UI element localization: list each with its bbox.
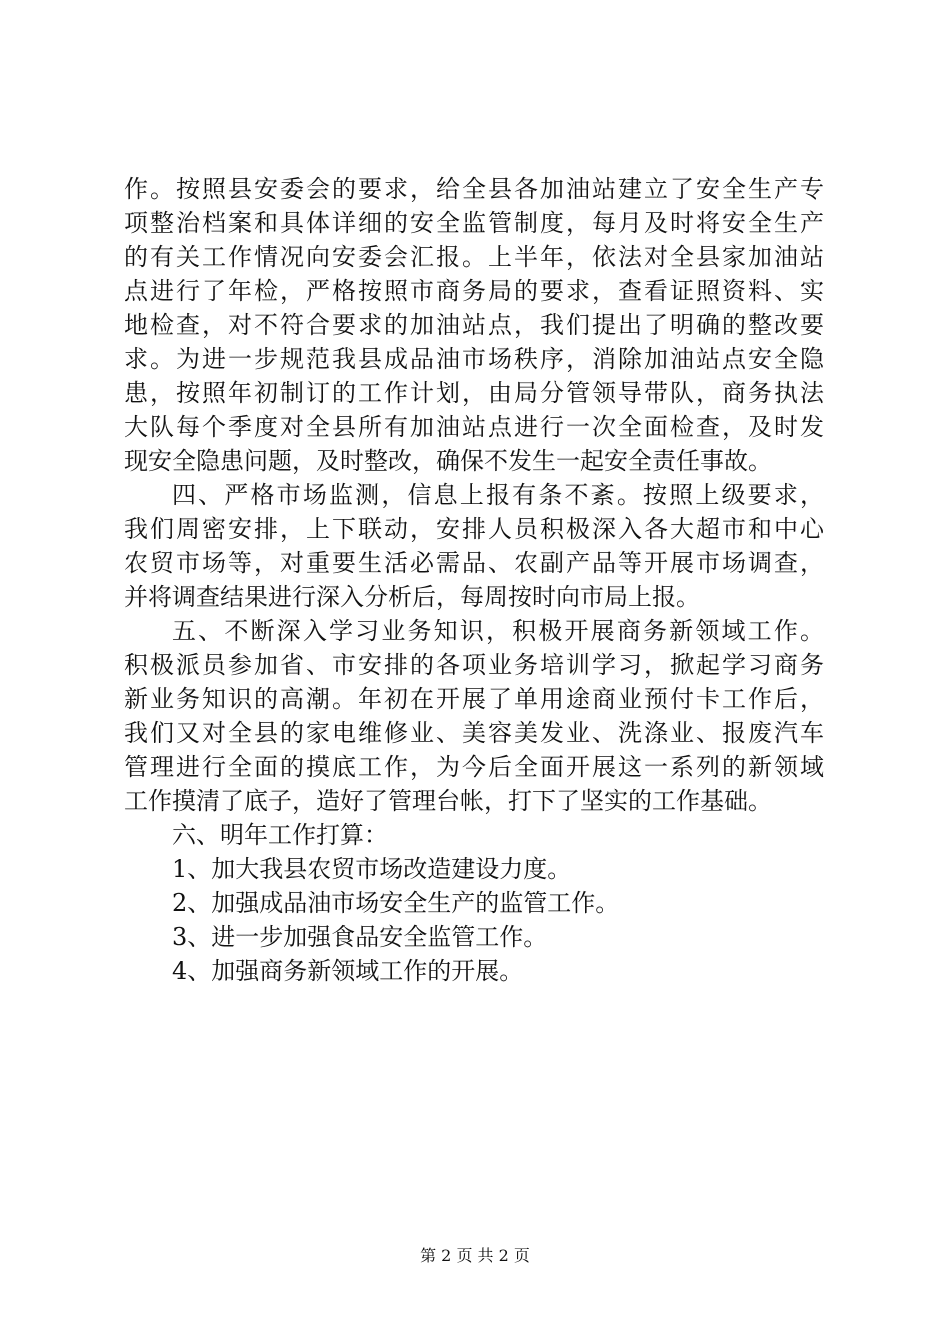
list-item: 2、加强成品油市场安全生产的监管工作。 [172,889,620,917]
list-item: 1、加大我县农贸市场改造建设力度。 [172,855,572,883]
text-line: 大队每个季度对全县所有加油站点进行一次全面检查，及时发 [124,413,824,441]
text-line: 工作摸清了底子，造好了管理台帐，打下了坚实的工作基础。 [124,787,772,815]
text-line: 四、严格市场监测，信息上报有条不紊。按照上级要求， [172,481,824,509]
document-body [124,172,824,988]
text-line: 我们又对全县的家电维修业、美容美发业、洗涤业、报废汽车 [124,719,824,747]
page-number-footer: 第 2 页 共 2 页 [420,1246,530,1265]
text-line: 点进行了年检，严格按照市商务局的要求，查看证照资料、实 [124,277,824,305]
text-line: 项整治档案和具体详细的安全监管制度，每月及时将安全生产 [124,209,824,237]
list-item: 4、加强商务新领域工作的开展。 [172,957,524,985]
text-line: 积极派员参加省、市安排的各项业务培训学习，掀起学习商务 [124,651,824,679]
section-heading: 六、明年工作打算： [172,821,388,849]
text-line: 我们周密安排，上下联动，安排人员积极深入各大超市和中心 [124,515,824,543]
text-line: 患，按照年初制订的工作计划，由局分管领导带队，商务执法 [124,379,824,407]
list-item: 3、进一步加强食品安全监管工作。 [172,923,548,951]
text-line: 作。按照县安委会的要求，给全县各加油站建立了安全生产专 [124,175,824,203]
text-line: 现安全隐患问题，及时整改，确保不发生一起安全责任事故。 [124,447,772,475]
text-line: 并将调查结果进行深入分析后，每周按时向市局上报。 [124,583,700,611]
text-line: 农贸市场等，对重要生活必需品、农副产品等开展市场调查， [124,549,824,577]
text-line: 的有关工作情况向安委会汇报。上半年，依法对全县家加油站 [124,243,824,271]
text-line: 管理进行全面的摸底工作，为今后全面开展这一系列的新领域 [124,753,824,781]
text-line: 五、不断深入学习业务知识，积极开展商务新领域工作。 [172,617,824,645]
text-line: 求。为进一步规范我县成品油市场秩序，消除加油站点安全隐 [124,345,824,373]
text-line: 新业务知识的高潮。年初在开展了单用途商业预付卡工作后， [124,685,824,713]
text-line: 地检查，对不符合要求的加油站点，我们提出了明确的整改要 [124,311,824,339]
